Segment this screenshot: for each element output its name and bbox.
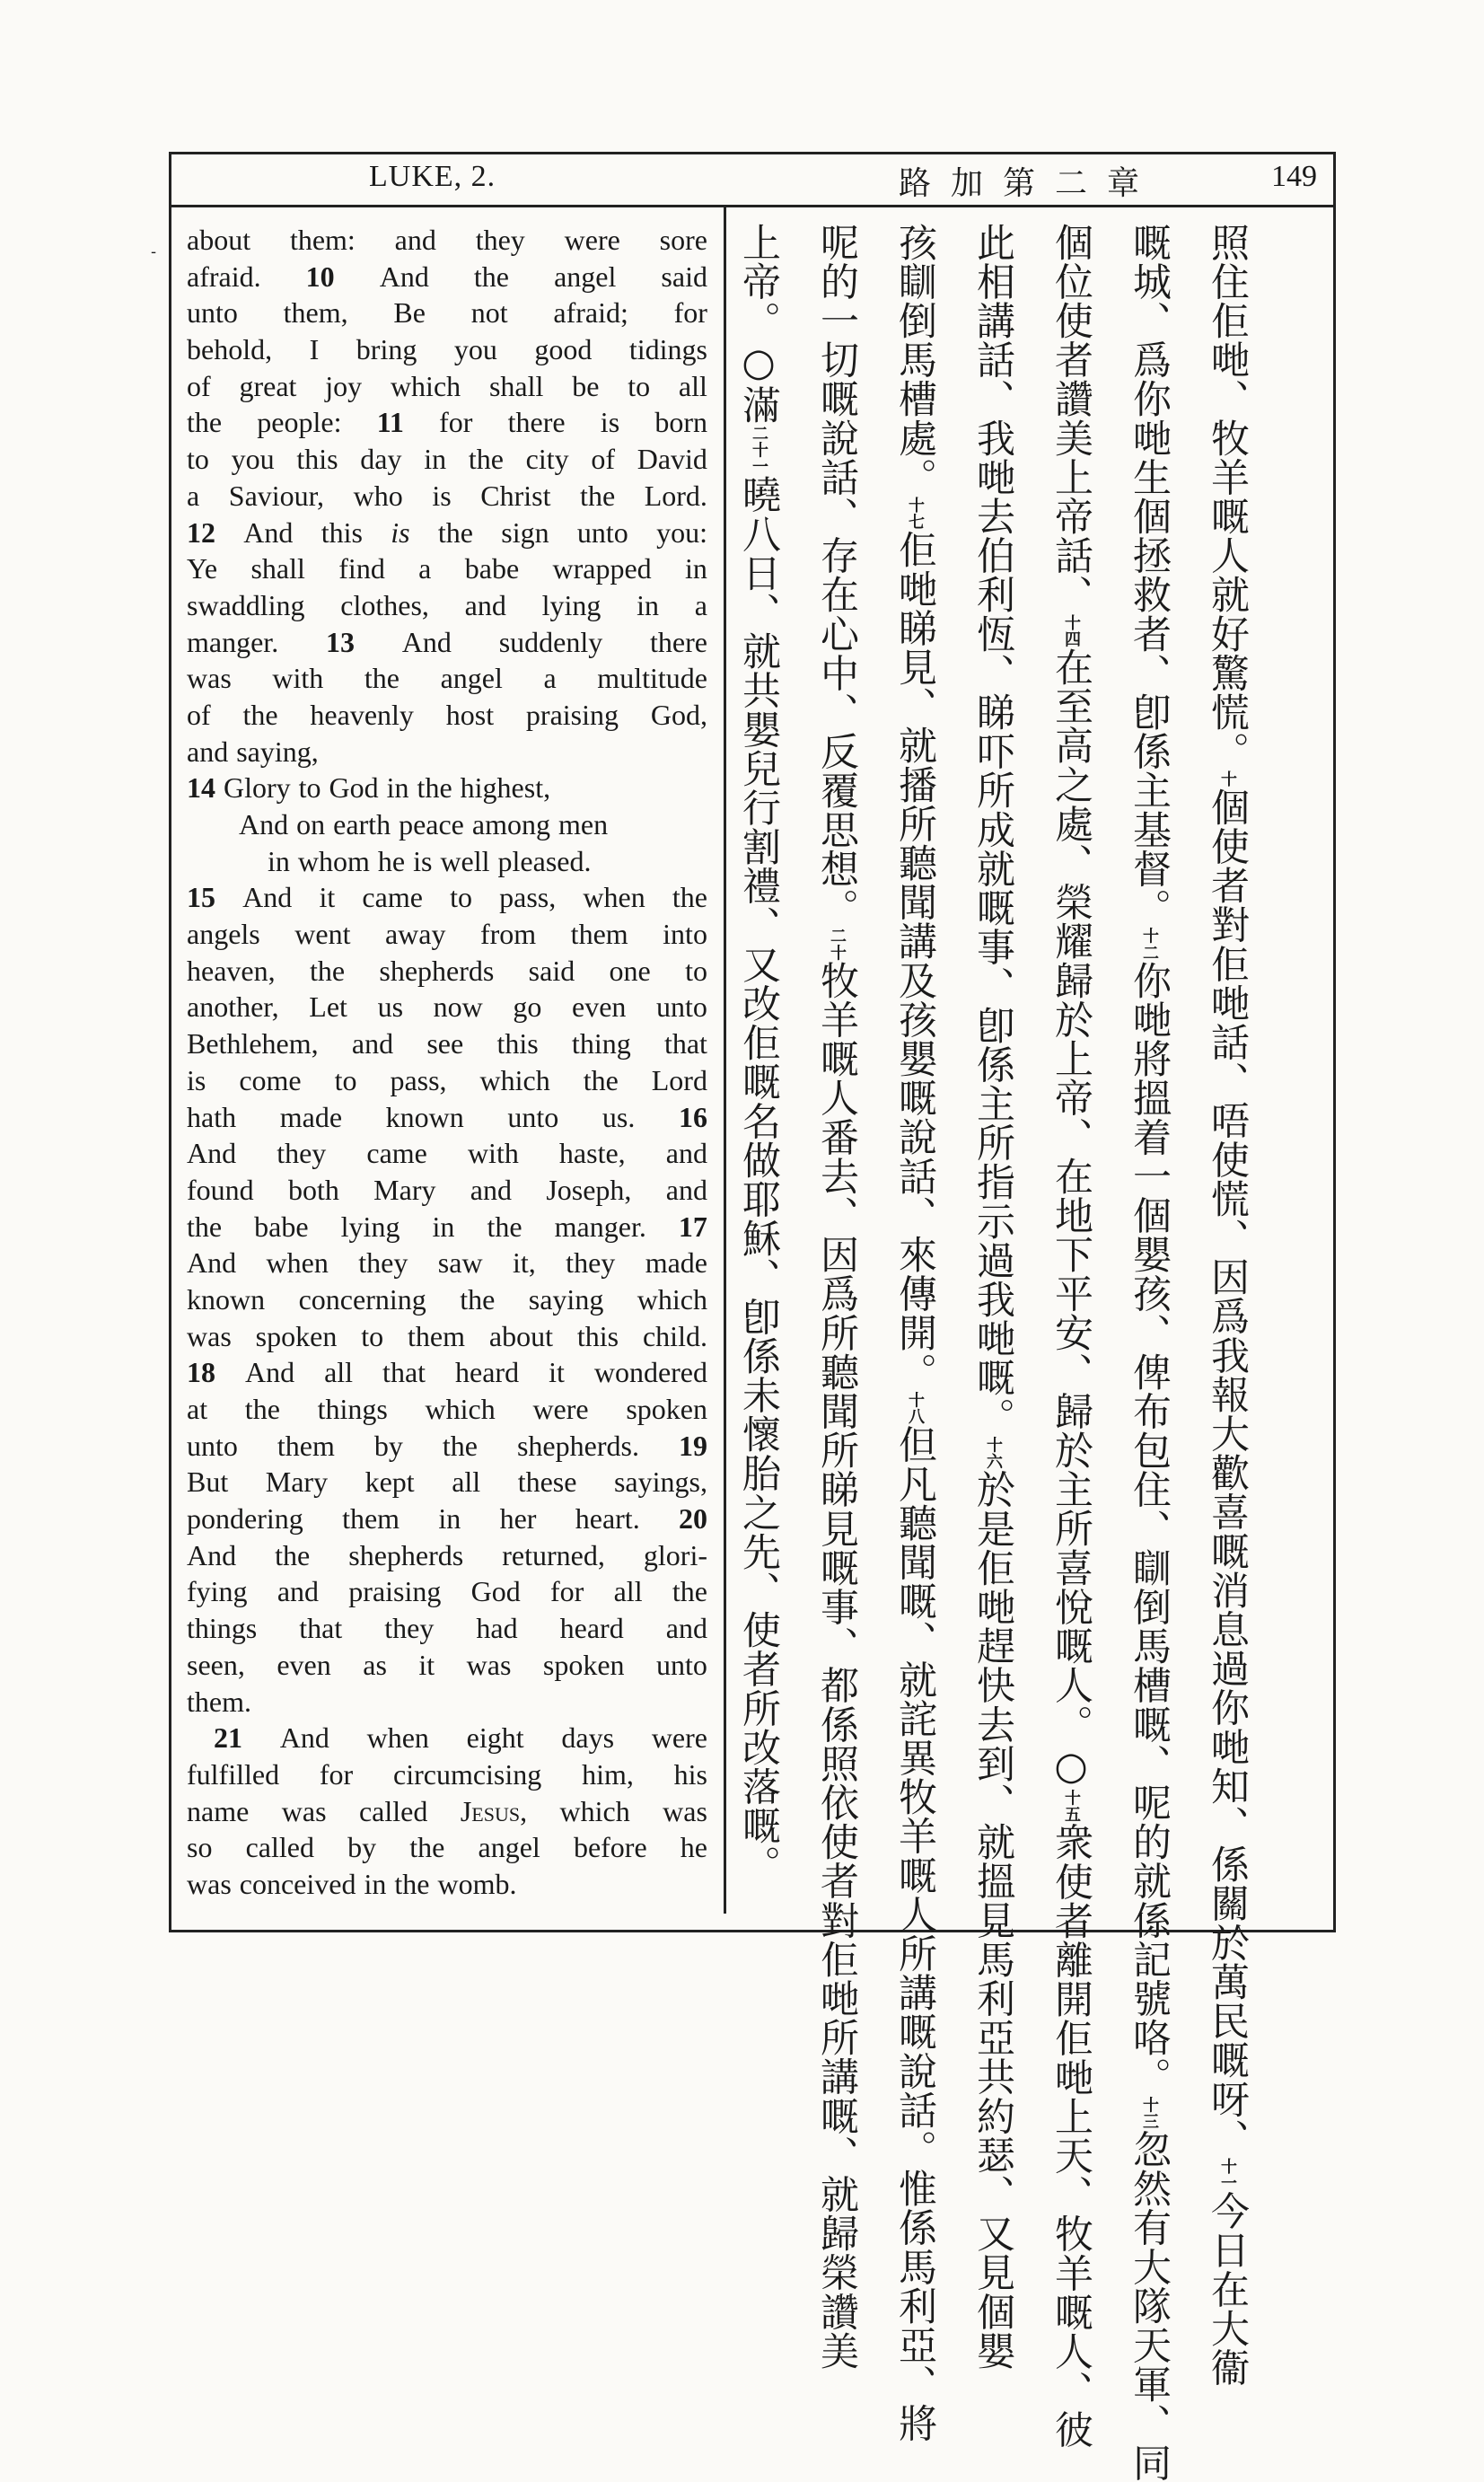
chinese-text: 個使者對佢哋話、唔使慌、因爲我報大歡喜嘅消息過你哋知、係關於萬民嘅呀、 — [1205, 788, 1250, 2159]
chinese-text: 牧羊嘅人番去、因爲所聽聞所睇見嘅事、都係照依使者對佢哋所講嘅、就歸榮讚美 — [814, 961, 859, 2371]
english-line: was spoken to them about this child. — [187, 1319, 707, 1352]
verse-number: 十七 — [906, 497, 925, 531]
chinese-text: 今日在大衞 — [1205, 2191, 1250, 2388]
english-line: of great joy which shall be to all — [187, 369, 707, 402]
english-line: so called by the angel before he — [187, 1831, 707, 1864]
chinese-text: 衆使者離開佢哋上天、牧羊嘅人、彼 — [1049, 1822, 1093, 2450]
chinese-text: 個位使者讚美上帝話、 — [1049, 223, 1093, 614]
english-line: them. — [187, 1685, 251, 1718]
column-divider — [724, 207, 726, 1914]
margin-mark: - — [151, 242, 157, 261]
chinese-column — [1200, 223, 1254, 2387]
english-line: the babe lying in the manger. 17 — [187, 1210, 707, 1243]
verse-number: 十一 — [1218, 2158, 1237, 2192]
english-line: pondering them in her heart. 20 — [187, 1502, 707, 1536]
english-line: fulfilled for circumcising him, his — [187, 1757, 707, 1791]
english-line: And when they saw it, they made — [187, 1246, 707, 1280]
verse-number: 十六 — [984, 1436, 1003, 1470]
chinese-text: 孩瞓倒馬槽處。 — [892, 223, 937, 497]
chinese-column — [888, 223, 942, 2442]
verse-number: 十二 — [1140, 927, 1159, 962]
header-rule — [171, 205, 1333, 207]
chinese-column — [966, 223, 1020, 2371]
english-line: But Mary kept all these sayings, — [187, 1465, 707, 1499]
english-line: And the shepherds returned, glori- — [187, 1538, 707, 1571]
english-line: fying and praising God for all the — [187, 1575, 707, 1608]
english-line: a Saviour, who is Christ the Lord. — [187, 479, 707, 512]
english-line: behold, I bring you good tidings — [187, 333, 707, 366]
header-chinese-title: 路加第二章 — [899, 165, 1160, 202]
english-line: afraid. 10 And the angel said — [187, 260, 707, 293]
english-line: unto them by the shepherds. 19 — [187, 1429, 707, 1462]
english-line: 18 And all that heard it wondered — [187, 1356, 707, 1389]
english-line: swaddling clothes, and lying in a — [187, 588, 707, 621]
chinese-column — [810, 223, 864, 2371]
chinese-text: 上帝。○滿 — [736, 223, 781, 425]
chinese-column — [1044, 223, 1098, 2449]
chinese-text-column — [732, 223, 1324, 2482]
english-line: was conceived in the womb. — [187, 1867, 517, 1900]
english-line: heaven, the shepherds said one to — [187, 954, 707, 987]
verse-number: 十 — [1218, 770, 1237, 788]
english-line: manger. 13 And suddenly there — [187, 625, 707, 658]
english-line: and saying, — [187, 735, 319, 768]
english-line: And they came with haste, and — [187, 1137, 707, 1170]
chinese-text: 此相講話、我哋去伯利恆、睇吓所成就嘅事、卽係主所指示過我哋嘅。 — [970, 223, 1015, 1437]
english-line: angels went away from them into — [187, 918, 707, 951]
english-line: hath made known unto us. 16 — [187, 1100, 707, 1133]
english-line: things that they had heard and — [187, 1612, 707, 1645]
english-line: known concerning the saying which — [187, 1282, 707, 1316]
page-number: 149 — [1271, 160, 1317, 193]
english-line: 14 Glory to God in the highest, — [187, 771, 551, 805]
english-line: Ye shall find a babe wrapped in — [187, 552, 707, 585]
verse-number: 十三 — [1140, 2096, 1159, 2130]
english-line: was with the angel a multitude — [187, 662, 707, 695]
english-line: the people: 11 for there is born — [187, 406, 707, 439]
running-header — [171, 154, 1333, 207]
header-english-title: LUKE, 2. — [369, 160, 496, 193]
chinese-column — [732, 223, 786, 1884]
english-line: Bethlehem, and see this thing that — [187, 1027, 707, 1061]
english-text-column — [187, 222, 707, 1903]
chinese-text: 照住佢哋、牧羊嘅人就好驚慌。 — [1205, 223, 1250, 771]
english-line: 15 And it came to pass, when the — [187, 881, 707, 914]
english-line: And on earth peace among men — [239, 808, 609, 841]
english-line: name was called Jesus, which was — [187, 1794, 707, 1827]
chinese-text: 於是佢哋趕快去到、就搵見馬利亞共約瑟、又見個嬰 — [970, 1469, 1015, 2371]
english-line: to you this day in the city of David — [187, 443, 707, 476]
chinese-text: 但凡聽聞嘅、就詫異牧羊嘅人所講嘅說話。惟係馬利亞、將 — [892, 1424, 937, 2443]
english-line: 21 And when eight days were — [214, 1721, 707, 1755]
chinese-text: 佢哋睇見、就播所聽聞講及孩嬰嘅說話、來傳開。 — [892, 530, 937, 1392]
english-line: at the things which were spoken — [187, 1393, 707, 1425]
verse-number: 十五 — [1062, 1789, 1081, 1823]
chinese-text: 在至高之處、榮耀歸於上帝、在地下平安、歸於主所喜悅嘅人。○ — [1049, 647, 1093, 1790]
english-line: found both Mary and Joseph, and — [187, 1173, 707, 1206]
english-line: in whom he is well pleased. — [268, 844, 592, 877]
english-line: another, Let us now go even unto — [187, 990, 707, 1024]
verse-number: 十四 — [1062, 614, 1081, 648]
english-line: unto them, Be not afraid; for — [187, 296, 707, 330]
chinese-text: 曉八日、就共嬰兒行割禮、又改佢嘅名做耶穌、卽係未懷胎之先、使者所改落嘅。 — [736, 474, 781, 1885]
english-line: seen, even as it was spoken unto — [187, 1648, 707, 1681]
verse-number: 十八 — [906, 1391, 925, 1425]
english-line: about them: and they were sore — [187, 224, 707, 256]
english-line: 12 And this is the sign unto you: — [187, 515, 707, 549]
chinese-text: 你哋將搵着一個嬰孩、俾布包住、瞓倒馬槽嘅、呢的就係記號咯。 — [1127, 961, 1172, 2097]
chinese-text: 呢的一切嘅說話、存在心中、反覆思想。 — [814, 223, 859, 928]
chinese-column — [1122, 223, 1176, 2482]
verse-number: 二十一 — [750, 425, 768, 475]
english-line: of the heavenly host praising God, — [187, 698, 707, 731]
verse-number: 二十 — [828, 927, 847, 962]
english-line: is come to pass, which the Lord — [187, 1063, 707, 1096]
chinese-text: 嘅城、爲你哋生個拯救者、卽係主基督。 — [1127, 223, 1172, 928]
chinese-text: 忽然有大隊天軍、同 — [1127, 2129, 1172, 2482]
